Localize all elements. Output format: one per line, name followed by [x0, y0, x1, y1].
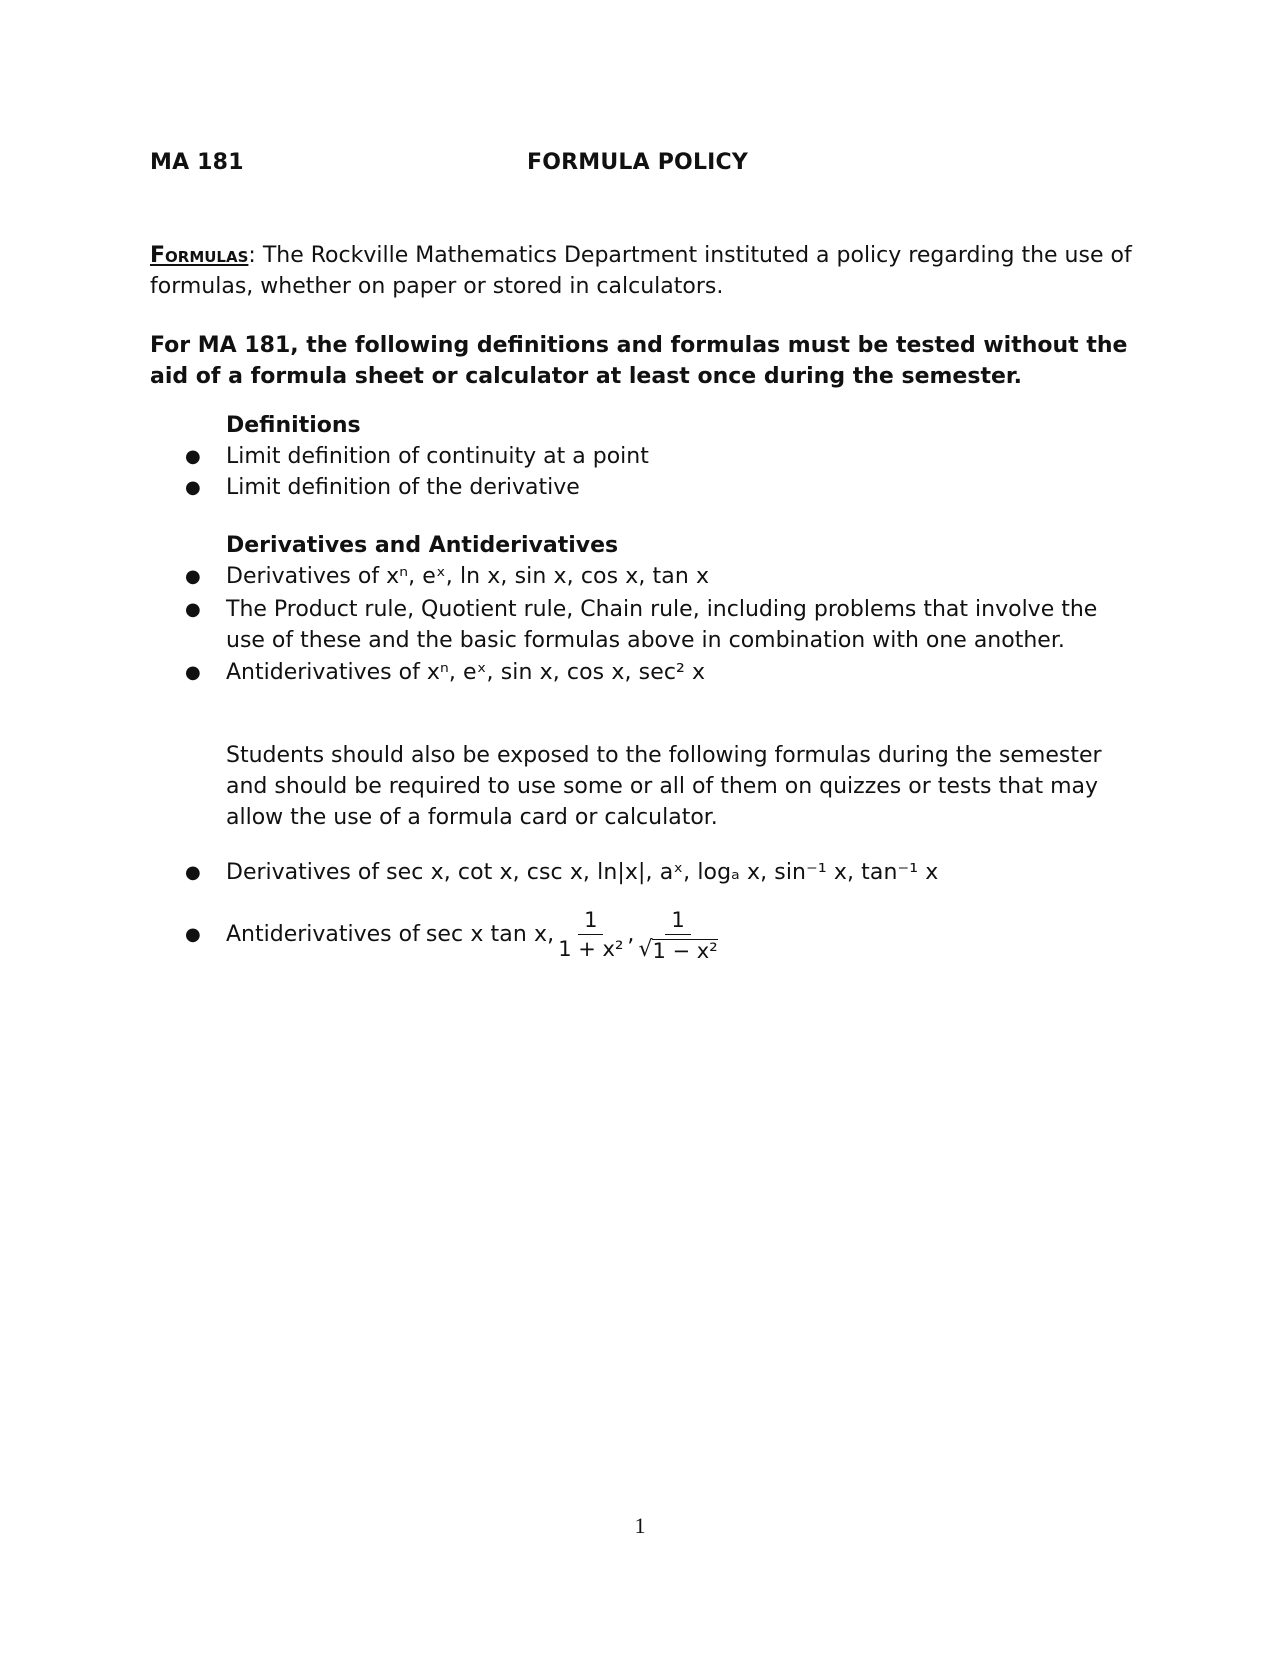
list-item-text [226, 908, 1125, 961]
fraction-numerator: 1 [665, 908, 690, 935]
page-number: 1 [634, 1513, 646, 1538]
list-item [185, 441, 1125, 472]
list-item [185, 908, 1125, 961]
radicand: 1 − x² [652, 939, 718, 963]
intro-term: Formulas [150, 243, 249, 268]
list-item-prefix: Antiderivatives of [226, 922, 420, 947]
comma-separator: , [627, 922, 635, 947]
math-expression: xⁿ, eˣ, ln x, sin x, cos x, tan x [386, 564, 710, 589]
list-item-prefix: Antiderivatives of [226, 660, 427, 685]
course-code: MA 181 [150, 150, 244, 175]
list-item-text [226, 561, 1125, 592]
fraction-numerator: 1 [578, 908, 603, 935]
intro-paragraph [150, 240, 1140, 302]
list-item [185, 657, 1125, 688]
fraction-one-over-one-plus-x-squared [558, 908, 623, 961]
bullet-icon: ● [185, 662, 201, 683]
derivatives-heading: Derivatives and Antiderivatives [226, 533, 619, 558]
intro-text: : The Rockville Mathematics Department instituted a policy regarding the use of formulas, whether on paper or stored in calculators. [150, 243, 1132, 299]
bullet-icon: ● [185, 924, 201, 945]
definitions-heading: Definitions [226, 413, 361, 438]
bullet-icon: ● [185, 566, 201, 587]
list-item [185, 857, 1125, 888]
bullet-icon: ● [185, 446, 201, 467]
list-item [185, 561, 1125, 592]
list-item [185, 472, 1125, 503]
list-item-text: Limit definition of continuity at a point [226, 444, 649, 469]
bullet-icon: ● [185, 862, 201, 883]
list-item [185, 594, 1125, 656]
list-item-text: The Product rule, Quotient rule, Chain rule, including problems that involve the use of these and the basic formulas above in combination with one another. [226, 597, 1098, 653]
fraction-denominator [638, 935, 717, 961]
square-root [638, 939, 717, 961]
fraction-denominator: 1 + x² [558, 937, 624, 961]
list-item-prefix: Derivatives of [226, 860, 387, 885]
testing-notice: For MA 181, the following definitions and formulas must be tested without the aid of a formula sheet or calculator at least once during the semester. [150, 333, 1128, 389]
math-expression: sec x tan x, [425, 922, 555, 947]
list-item-text [226, 657, 1125, 688]
math-expression: xⁿ, eˣ, sin x, cos x, sec² x [426, 660, 706, 685]
list-item-text [226, 857, 1125, 888]
bullet-icon: ● [185, 477, 201, 498]
exposure-paragraph: Students should also be exposed to the following formulas during the semester and should be required to use some or all of them on quizzes or tests that may allow the use of a formula card or calculator. [226, 743, 1102, 830]
list-item-prefix: Derivatives of [226, 564, 387, 589]
math-expression: sec x, cot x, csc x, ln|x|, aˣ, logₐ x, sin⁻¹ x, tan⁻¹ x [386, 860, 939, 885]
list-item-text: Limit definition of the derivative [226, 475, 580, 500]
bullet-icon: ● [185, 599, 201, 620]
square-root-icon: √ [638, 937, 653, 962]
fraction-one-over-sqrt-one-minus-x-squared [638, 908, 717, 961]
document-title: FORMULA POLICY [527, 150, 749, 175]
